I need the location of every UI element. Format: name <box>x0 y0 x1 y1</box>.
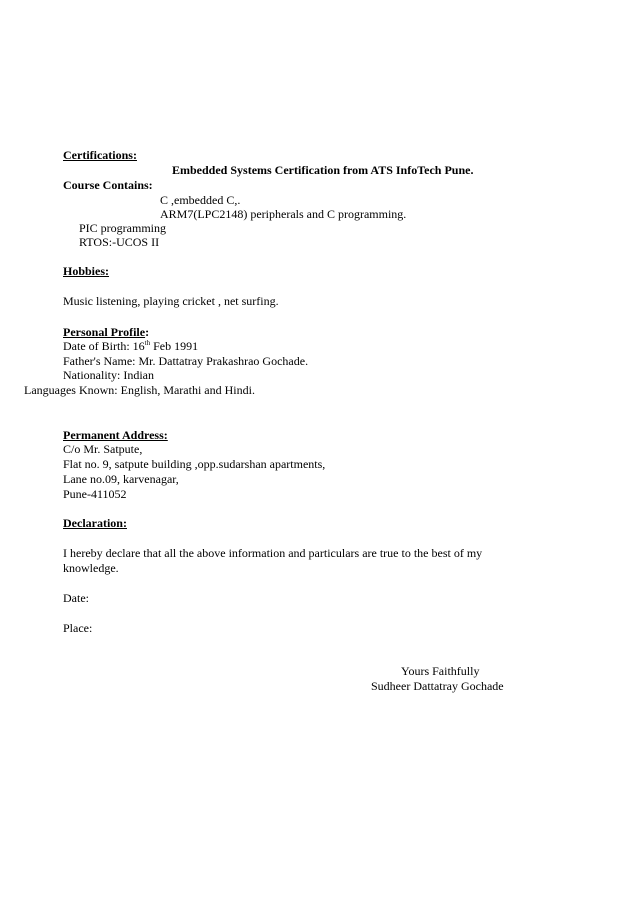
closing-text: Yours Faithfully <box>401 664 480 678</box>
course-contains-heading: Course Contains: <box>63 178 153 192</box>
declaration-heading: Declaration: <box>63 516 127 530</box>
address-line: Pune-411052 <box>63 487 127 501</box>
course-item: ARM7(LPC2148) peripherals and C programming. <box>160 207 407 221</box>
personal-profile-heading-text: Personal Profile <box>63 325 146 339</box>
dob-label: Date of Birth: 16 <box>63 339 145 353</box>
place-label: Place: <box>63 621 93 635</box>
course-item: PIC programming <box>79 221 166 235</box>
date-of-birth <box>63 339 198 353</box>
declaration-text-line2: knowledge. <box>63 561 119 575</box>
permanent-address-heading: Permanent Address: <box>63 428 168 442</box>
address-line: Lane no.09, karvenagar, <box>63 472 179 486</box>
dob-rest: Feb 1991 <box>150 339 199 353</box>
father-name: Father's Name: Mr. Dattatray Prakashrao Gochade. <box>63 354 309 368</box>
nationality: Nationality: Indian <box>63 368 154 382</box>
address-line: Flat no. 9, satpute building ,opp.sudarshan apartments, <box>63 457 326 471</box>
certification-title: Embedded Systems Certification from ATS InfoTech Pune. <box>172 163 474 177</box>
declaration-text-line1: I hereby declare that all the above information and particulars are true to the best of my <box>63 546 483 560</box>
personal-profile-heading <box>63 325 149 339</box>
hobbies-text: Music listening, playing cricket , net surfing. <box>63 294 279 308</box>
languages-known: Languages Known: English, Marathi and Hindi. <box>24 383 255 397</box>
course-item: C ,embedded C,. <box>160 193 241 207</box>
personal-profile-heading-colon: : <box>145 325 150 339</box>
signatory-name: Sudheer Dattatray Gochade <box>371 679 504 693</box>
address-line: C/o Mr. Satpute, <box>63 442 143 456</box>
dob-superscript: th <box>144 339 151 347</box>
certifications-heading: Certifications: <box>63 148 137 162</box>
hobbies-heading: Hobbies: <box>63 264 110 278</box>
date-label: Date: <box>63 591 89 605</box>
course-item: RTOS:-UCOS II <box>79 235 160 249</box>
